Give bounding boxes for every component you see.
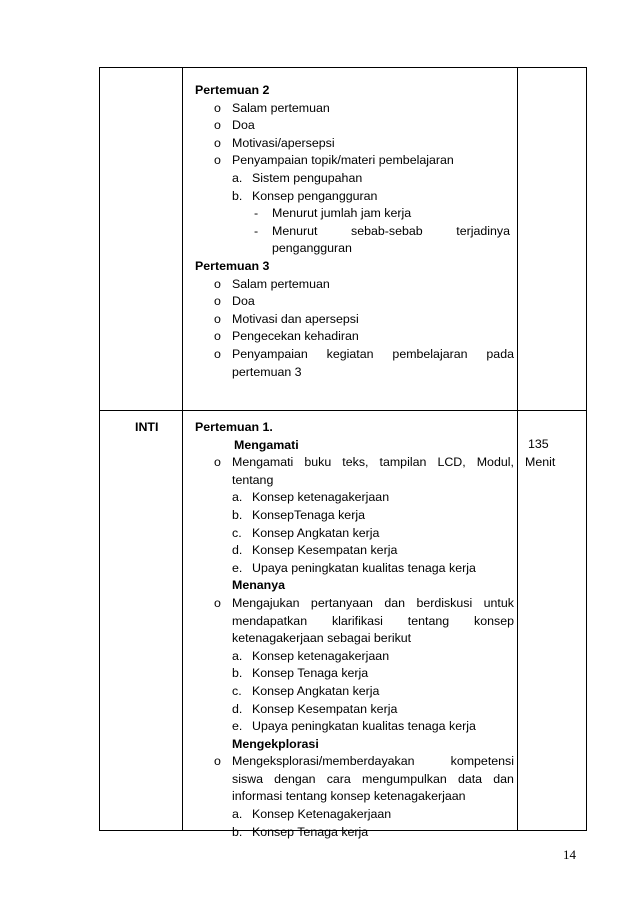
bullet-icon: o (214, 276, 221, 291)
table-border-top (99, 67, 587, 68)
list-item: o Salam pertemuan (195, 100, 515, 118)
bullet-icon: o (214, 153, 221, 168)
list-item: o Doa (195, 117, 515, 135)
section-heading: Mengamati (234, 437, 299, 452)
sub-item: e. Upaya peningkatan kualitas tenaga kerja (232, 560, 476, 575)
sub-item: b. KonsepTenaga kerja (232, 507, 365, 522)
row1-activities (195, 82, 515, 381)
sub-item: a. Konsep ketenagakerjaan (232, 490, 390, 505)
list-item-continued: ketenagakerjaan sebagai berikut (232, 631, 412, 646)
list-item: o Penyampaian topik/materi pembelajaran (195, 152, 515, 170)
sub-item: d. Konsep Kesempatan kerja (232, 543, 398, 558)
list-item: o Mengeksplorasi/memberdayakan kompetensi (195, 753, 515, 771)
dash-item-continued: pengangguran (272, 241, 352, 256)
section-heading: Menanya (232, 578, 286, 593)
bullet-icon: o (214, 118, 221, 133)
list-item: o Doa (195, 293, 515, 311)
bullet-icon: o (214, 329, 221, 344)
list-item: o Penyampaian kegiatan pembelajaran pada (195, 346, 515, 364)
bullet-icon: o (214, 311, 221, 326)
sub-item: a. Konsep ketenagakerjaan (232, 648, 390, 663)
bullet-icon: o (214, 346, 221, 361)
duration-unit: Menit (525, 454, 556, 469)
section-heading: Mengekplorasi (232, 736, 319, 751)
sub-item: a. Sistem pengupahan (232, 170, 363, 185)
list-item: o Motivasi/apersepsi (195, 135, 515, 153)
list-item: o Pengecekan kehadiran (195, 328, 515, 346)
list-item: o Motivasi dan apersepsi (195, 311, 515, 329)
bullet-icon: o (214, 135, 221, 150)
sub-item: b. Konsep Tenaga kerja (232, 824, 369, 839)
sub-item: c. Konsep Angkatan kerja (232, 683, 380, 698)
list-item-continued: pertemuan 3 (232, 364, 302, 379)
row-divider (99, 410, 587, 411)
phase-label: INTI (135, 420, 159, 434)
sub-item: e. Upaya peningkatan kualitas tenaga kerja (232, 719, 476, 734)
lesson-table (99, 67, 587, 839)
bullet-icon: o (214, 100, 221, 115)
bullet-icon: o (214, 754, 221, 769)
list-item-continued: siswa dengan cara mengumpulkan data dan (232, 771, 514, 786)
column-line (99, 67, 100, 831)
dash-item: - Menurut jumlah jam kerja (254, 206, 412, 221)
list-item: o Mengajukan pertanyaan dan berdiskusi untuk (195, 595, 515, 613)
row2-activities (195, 419, 515, 841)
column-line (182, 67, 183, 831)
duration-value: 135 (528, 437, 549, 451)
sub-item: b. Konsep pengangguran (232, 188, 378, 203)
page-number: 14 (563, 847, 576, 862)
list-item: o Salam pertemuan (195, 276, 515, 294)
dash-item: - Menurut sebab-sebab terjadinya (254, 223, 510, 238)
bullet-icon: o (214, 595, 221, 610)
list-item-continued: mendapatkan klarifikasi tentang konsep (232, 613, 514, 628)
meeting-title: Pertemuan 2 (195, 83, 270, 97)
list-item-continued: informasi tentang konsep ketenagakerjaan (232, 789, 466, 804)
sub-item: a. Konsep Ketenagakerjaan (232, 807, 392, 822)
column-line (586, 67, 587, 831)
sub-item: b. Konsep Tenaga kerja (232, 666, 369, 681)
duration (525, 436, 585, 471)
column-line (517, 67, 518, 831)
list-item-continued: tentang (232, 472, 274, 487)
bullet-icon: o (214, 294, 221, 309)
meeting-title: Pertemuan 1. (195, 420, 273, 434)
meeting-title: Pertemuan 3 (195, 258, 270, 273)
sub-item: d. Konsep Kesempatan kerja (232, 701, 398, 716)
bullet-icon: o (214, 455, 221, 470)
sub-item: c. Konsep Angkatan kerja (232, 525, 380, 540)
list-item: o Mengamati buku teks, tampilan LCD, Modul, (195, 454, 515, 472)
